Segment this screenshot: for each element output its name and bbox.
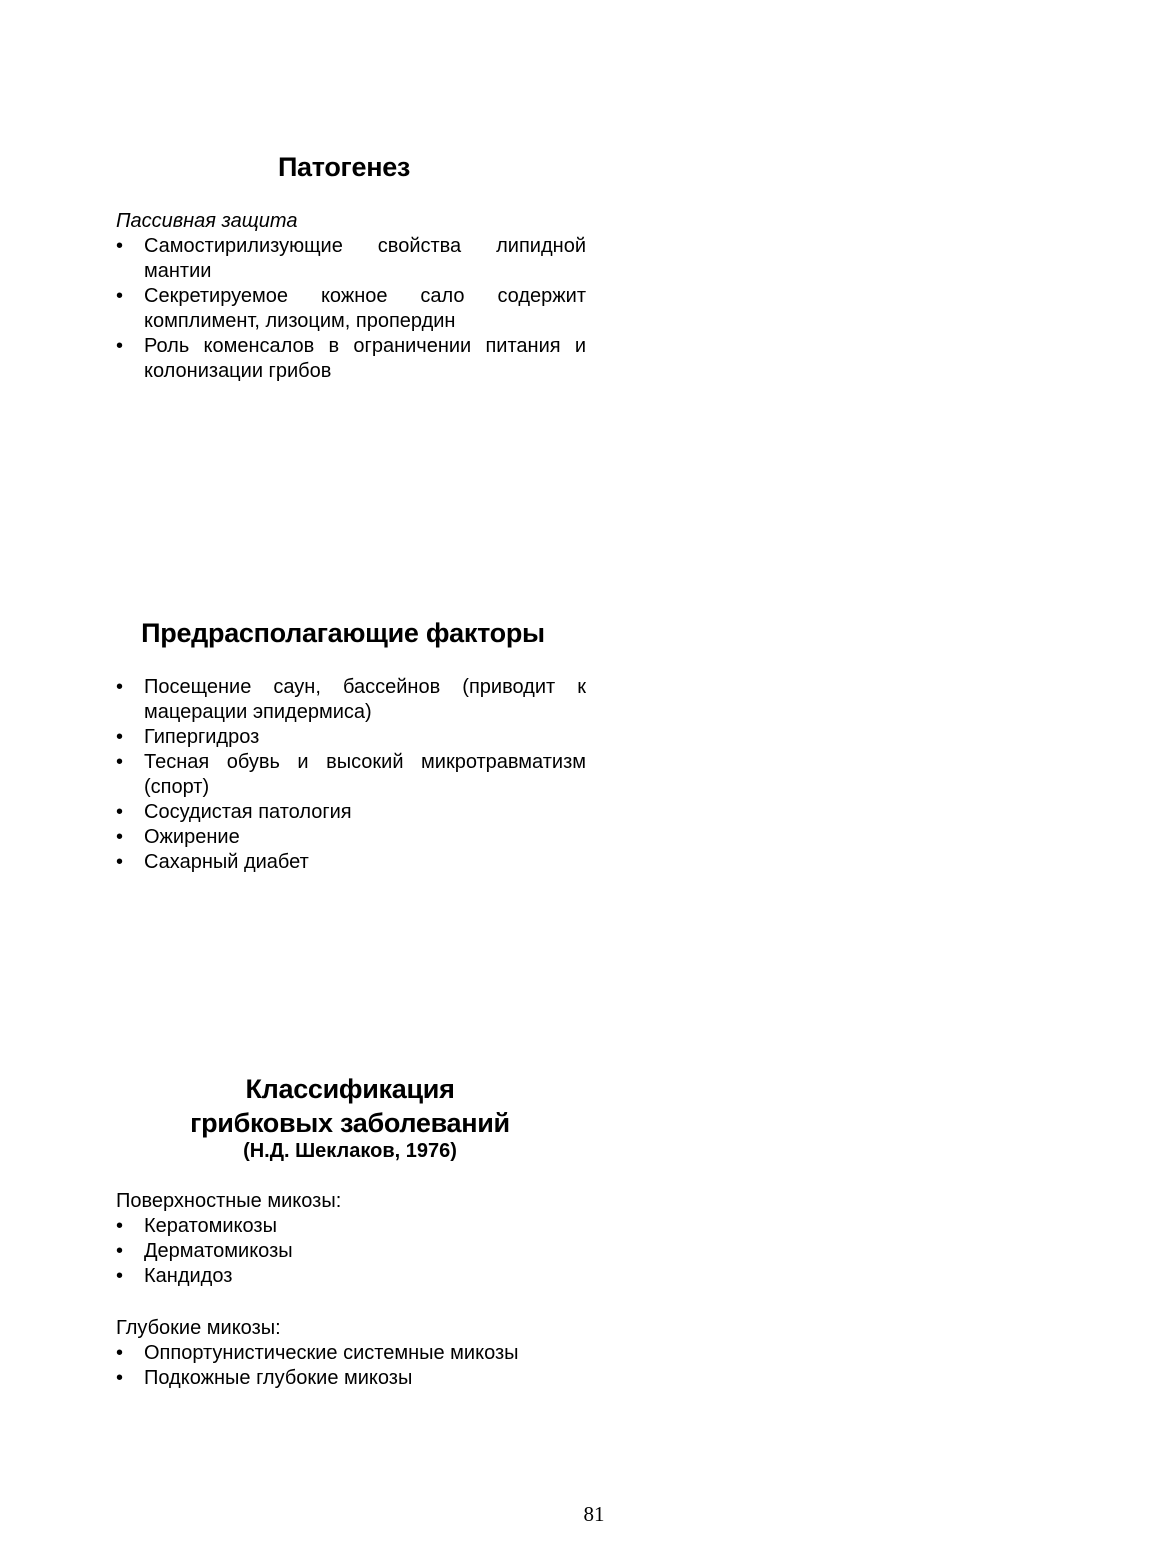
list-item: • Ожирение	[116, 826, 240, 848]
classification-subtitle: (Н.Д. Шеклаков, 1976)	[243, 1140, 457, 1162]
deep-list	[116, 1341, 586, 1391]
bullet-icon: •	[116, 676, 124, 698]
bullet-icon: •	[116, 726, 124, 748]
bullet-icon: •	[116, 1367, 124, 1389]
factors-title: Предрасполагающие факторы	[141, 618, 545, 648]
bullet-icon: •	[116, 826, 124, 848]
list-item: • Подкожные глубокие микозы	[116, 1367, 413, 1389]
bullet-icon: •	[116, 1342, 124, 1364]
classification-section	[116, 1072, 586, 1391]
list-item: • Роль коменсалов в ограничении питания и колонизации грибов	[116, 335, 586, 382]
list-item: • Сосудистая патология	[116, 801, 352, 823]
list-item: • Кандидоз	[116, 1265, 233, 1287]
bullet-icon: •	[116, 851, 124, 873]
bullet-icon: •	[116, 1215, 124, 1237]
superficial-list	[116, 1214, 586, 1289]
list-item: • Сахарный диабет	[116, 851, 309, 873]
list-item: • Самостирилизующие свойства липидной мантии	[116, 235, 586, 282]
factors-list	[116, 675, 586, 875]
pathogenesis-caption: Пассивная защита	[116, 210, 298, 232]
list-item: • Оппортунистические системные микозы	[116, 1342, 519, 1364]
bullet-icon: •	[116, 235, 124, 257]
deep-caption: Глубокие микозы:	[116, 1317, 281, 1339]
superficial-caption: Поверхностные микозы:	[116, 1190, 342, 1212]
bullet-icon: •	[116, 751, 124, 773]
factors-section	[116, 618, 586, 875]
bullet-icon: •	[116, 335, 124, 357]
classification-title-line2: грибковых заболеваний	[190, 1108, 510, 1138]
list-item: • Секретируемое кожное сало содержит комплимент, лизоцим, пропердин	[116, 285, 586, 332]
pathogenesis-title: Патогенез	[277, 152, 411, 182]
page-number: 81	[583, 1502, 605, 1526]
list-item: • Кератомикозы	[116, 1215, 277, 1237]
bullet-icon: •	[116, 1265, 124, 1287]
classification-title-line1: Классификация	[245, 1074, 455, 1104]
bullet-icon: •	[116, 285, 124, 307]
bullet-icon: •	[116, 801, 124, 823]
list-item: • Тесная обувь и высокий микротравматизм (спорт)	[116, 751, 586, 798]
classification-title	[114, 1072, 586, 1140]
pathogenesis-section	[116, 152, 586, 384]
bullet-icon: •	[116, 1240, 124, 1262]
pathogenesis-list	[116, 234, 586, 384]
list-item: • Дерматомикозы	[116, 1240, 293, 1262]
list-item: • Посещение саун, бассейнов (приводит к мацерации эпидермиса)	[116, 676, 586, 723]
list-item: • Гипергидроз	[116, 726, 260, 748]
